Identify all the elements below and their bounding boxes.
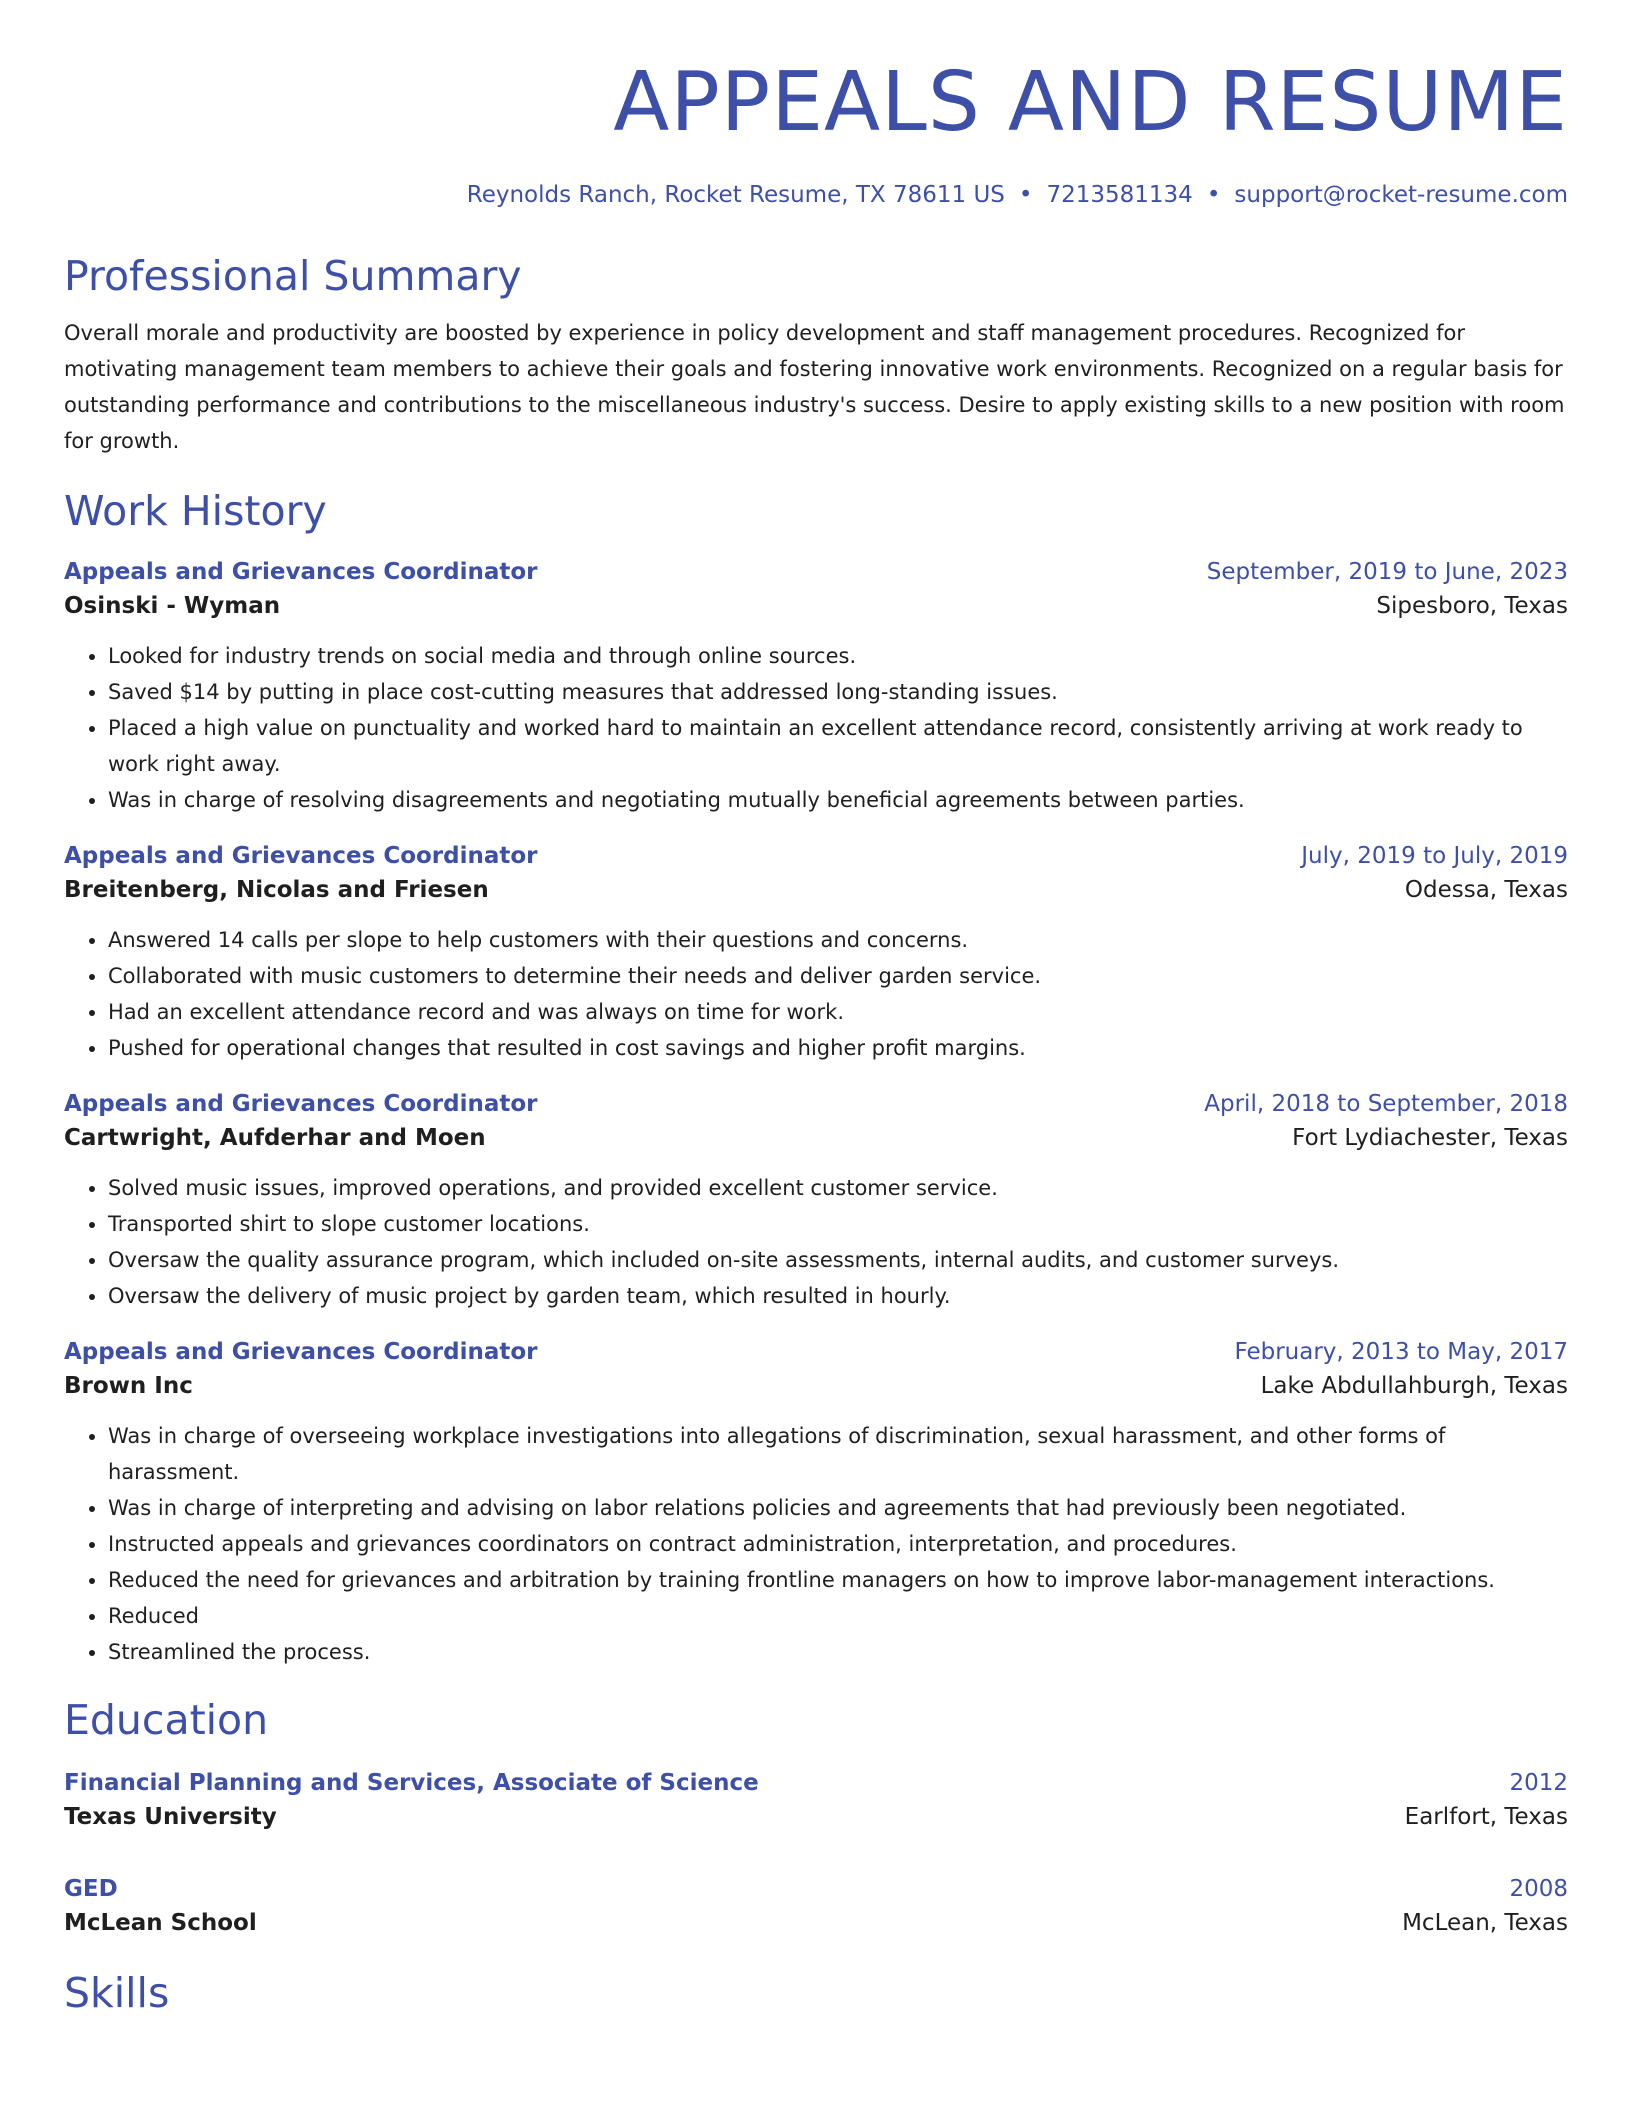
job-bullet: • Transported shirt to slope customer locations. [108, 1206, 1568, 1242]
contact-line [64, 182, 1568, 210]
job-entry [64, 1088, 1568, 1314]
job-dates: July, 2019 to July, 2019 [1301, 842, 1568, 869]
education-heading: Education [64, 1695, 269, 1744]
education-entry [64, 1767, 1568, 1835]
job-bullet: • Instructed appeals and grievances coordinators on contract administration, interpretation, and procedures. [108, 1526, 1568, 1562]
education-year: 2012 [1509, 1770, 1568, 1797]
contact-separator: • [1206, 182, 1221, 208]
job-dates: April, 2018 to September, 2018 [1204, 1090, 1568, 1117]
job-bullet: • Placed a high value on punctuality and worked hard to maintain an excellent attendance record, consistently arriving at work ready to work right away. [108, 710, 1568, 782]
job-header-row [64, 840, 1568, 872]
job-title: Appeals and Grievances Coordinator [64, 1090, 538, 1117]
education-location: Earlfort, Texas [1404, 1804, 1568, 1831]
education-degree: Financial Planning and Services, Associate of Science [64, 1770, 759, 1797]
summary-text: Overall morale and productivity are boosted by experience in policy development and staff management procedures. Recognized for motivating management team members to achieve their goals and fostering innovative work environments. Recognized on a regular basis for outstanding performance and contributions to the miscellaneous industry's success. Desire to apply existing skills to a new position with room for growth. [64, 320, 1565, 453]
job-bullet: • Was in charge of overseeing workplace investigations into allegations of discrimination, sexual harassment, and other forms of harassment. [108, 1418, 1568, 1490]
job-location: Odessa, Texas [1404, 876, 1568, 903]
job-header-row [64, 1336, 1568, 1368]
education-school: McLean School [64, 1910, 257, 1937]
job-location: Fort Lydiachester, Texas [1292, 1124, 1568, 1151]
job-entry [64, 840, 1568, 1066]
education-year: 2008 [1509, 1876, 1568, 1903]
job-bullet: • Collaborated with music customers to determine their needs and deliver garden service. [108, 958, 1568, 994]
job-employer-row [64, 588, 1568, 624]
work-history-heading: Work History [64, 486, 327, 535]
job-dates: September, 2019 to June, 2023 [1206, 558, 1568, 585]
education-school: Texas University [64, 1804, 277, 1831]
contact-email: support@rocket-resume.com [1234, 182, 1568, 208]
job-bullet: • Was in charge of interpreting and advising on labor relations policies and agreements that had previously been negotiated. [108, 1490, 1568, 1526]
job-employer: Cartwright, Aufderhar and Moen [64, 1124, 486, 1151]
education-degree: GED [64, 1876, 118, 1903]
contact-address: Reynolds Ranch, Rocket Resume, TX 78611 US [466, 182, 1005, 208]
job-bullet: • Solved music issues, improved operations, and provided excellent customer service. [108, 1170, 1568, 1206]
job-bullet: • Saved $14 by putting in place cost-cutting measures that addressed long-standing issues. [108, 674, 1568, 710]
job-bullet: • Oversaw the delivery of music project by garden team, which resulted in hourly. [108, 1278, 1568, 1314]
job-employer: Osinski - Wyman [64, 592, 281, 619]
education-header-row [64, 1873, 1568, 1905]
job-bullet: • Was in charge of resolving disagreements and negotiating mutually beneficial agreements between parties. [108, 782, 1568, 818]
education-entry [64, 1873, 1568, 1941]
job-bullets [64, 1170, 1568, 1314]
job-dates: February, 2013 to May, 2017 [1234, 1338, 1568, 1365]
education-location: McLean, Texas [1402, 1910, 1568, 1937]
education-school-row [64, 1799, 1568, 1835]
contact-separator: • [1018, 182, 1033, 208]
resume-page [64, 0, 1568, 2018]
job-title: Appeals and Grievances Coordinator [64, 1338, 538, 1365]
job-entry [64, 1336, 1568, 1670]
job-header-row [64, 556, 1568, 588]
job-bullet: • Reduced the need for grievances and arbitration by training frontline managers on how to improve labor-management interactions. [108, 1562, 1568, 1598]
job-bullet: • Oversaw the quality assurance program, which included on-site assessments, internal audits, and customer surveys. [108, 1242, 1568, 1278]
education-header-row [64, 1767, 1568, 1799]
job-bullet: • Streamlined the process. [108, 1634, 1568, 1670]
job-bullets [64, 922, 1568, 1066]
candidate-name: APPEALS AND RESUME [613, 55, 1568, 150]
job-employer: Brown Inc [64, 1372, 193, 1399]
job-employer-row [64, 1368, 1568, 1404]
job-employer-row [64, 872, 1568, 908]
job-location: Lake Abdullahburgh, Texas [1260, 1372, 1568, 1399]
summary-heading: Professional Summary [64, 251, 522, 300]
job-bullet: • Pushed for operational changes that resulted in cost savings and higher profit margins. [108, 1030, 1568, 1066]
job-entry [64, 556, 1568, 818]
job-title: Appeals and Grievances Coordinator [64, 558, 538, 585]
job-bullet: • Looked for industry trends on social media and through online sources. [108, 638, 1568, 674]
contact-phone: 7213581134 [1046, 182, 1193, 208]
job-location: Sipesboro, Texas [1376, 592, 1568, 619]
education-school-row [64, 1905, 1568, 1941]
job-bullets [64, 1418, 1568, 1670]
job-bullet: • Answered 14 calls per slope to help customers with their questions and concerns. [108, 922, 1568, 958]
job-employer-row [64, 1120, 1568, 1156]
job-bullets [64, 638, 1568, 818]
skills-heading: Skills [64, 1969, 170, 2018]
job-title: Appeals and Grievances Coordinator [64, 842, 538, 869]
job-header-row [64, 1088, 1568, 1120]
job-bullet: • Reduced [108, 1598, 1568, 1634]
job-employer: Breitenberg, Nicolas and Friesen [64, 876, 489, 903]
job-bullet: • Had an excellent attendance record and was always on time for work. [108, 994, 1568, 1030]
